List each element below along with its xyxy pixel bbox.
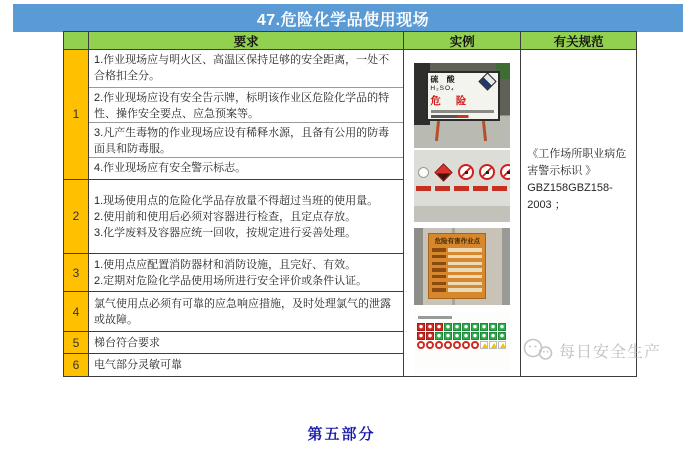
sign-tile [426,323,434,331]
chemical-name: 硫 酸 [430,75,458,84]
prohibition-sign-icon [458,164,474,180]
requirement-cell [89,180,403,255]
requirement-cell: 氯气使用点必须有可靠的应急响应措施，及时处理氯气的泄露或故障。 [89,292,403,332]
row-number: 3 [64,254,88,292]
sign-tile [417,323,425,331]
sign-label-strip [454,186,469,191]
photo-hazard-point-board [414,228,510,305]
fine-print-line [431,110,494,113]
row-number: 1 [64,50,88,180]
sign-tile [444,323,452,331]
sign-tile [480,341,488,349]
door-frame [414,228,423,305]
sign-label-strip [492,186,507,191]
footer-label: 第五部分 [307,426,376,443]
sign-legs [414,121,510,141]
sign-tile [435,332,443,340]
sign-tile [489,332,497,340]
row-number: 5 [64,332,88,354]
col-header-number [64,32,89,49]
sign-tile [453,323,461,331]
sign-tile [453,341,461,349]
hazard-board [428,233,486,299]
sign-tile [417,332,425,340]
hazard-board-title: 危险有害作业点 [434,238,481,245]
standard-column [521,50,636,376]
danger-label: 危 险 [430,95,473,107]
photo-sign-chart [414,312,510,374]
sign-tile [480,323,488,331]
chart-caption-line [418,316,452,319]
requirement-line: 1.现场使用点的危险化学品存放量不得超过当班的使用量。 [93,194,379,207]
example-column [404,50,521,376]
table-header-row [64,32,636,50]
watermark [522,336,661,364]
sign-tile [498,341,506,349]
requirements-table [63,31,637,377]
requirement-line: 2.使用前和使用后必须对容器进行检查，且定点存放。 [93,210,357,223]
sign-tile [426,341,434,349]
corrosive-diamond-icon [479,72,497,90]
sign-tile [462,323,470,331]
table-body [64,50,636,376]
sign-tile [471,323,479,331]
wechat-icon [522,336,554,364]
sign-tile [462,341,470,349]
col-header-example: 实例 [404,32,521,49]
title-bar [13,4,683,32]
sign-tile [498,323,506,331]
door-frame [502,228,510,305]
page-title: 47.危险化学品使用现场 [256,11,430,29]
footer [0,423,683,444]
sign-tile [471,341,479,349]
sign-tile [444,341,452,349]
watermark-text: 每日安全生产 [559,343,662,361]
prohibition-sign-icon [479,164,495,180]
chemical-formula: H₂SO₄ [430,85,455,92]
number-column [64,50,89,376]
requirement-line: 2.定期对危险化学品使用场所进行安全评价或条件认证。 [93,274,368,287]
sign-label-strip [435,186,450,191]
sign-tile [471,332,479,340]
round-sign-icon [418,167,429,178]
requirement-cell: 电气部分灵敏可靠 [93,359,182,372]
sign-tile [489,323,497,331]
requirement-cell [89,254,403,292]
sign-tile [453,332,461,340]
sign-tile [417,341,425,349]
requirement-cell: 3.凡产生毒物的作业现场应设有稀释水源，且备有公用的防毒面具和防毒服。 [89,123,403,158]
requirement-cell: 梯台符合要求 [89,332,403,354]
row-number: 4 [64,292,88,332]
chemical-notice-sign [426,71,500,121]
requirement-column [89,50,404,376]
flammable-sign-icon [435,163,453,181]
sign-tile [462,332,470,340]
sign-tile [480,332,488,340]
col-header-standard: 有关规范 [521,32,636,49]
requirement-line: 1.使用点应配置消防器材和消防设施，且完好、有效。 [93,258,357,271]
standard-reference: 《工作场所职业病危害警示标识 》GBZ158GBZ158-2003 ； [527,148,627,211]
prohibition-sign-icon [500,164,510,180]
row-number: 2 [64,180,88,255]
requirement-cell: 2.作业现场应设有安全告示牌，标明该作业区危险化学品的特性、操作安全要点、应急预案等。 [89,88,403,123]
row-number: 6 [64,354,88,376]
sign-tile [489,341,497,349]
sign-tile [498,332,506,340]
requirement-line: 3.化学废料及容器应统一回收，按规定进行妥善处理。 [93,226,357,239]
sign-label-strip [473,186,488,191]
requirement-cell: 1.作业现场应与明火区、高温区保持足够的安全距离，一处不合格扣全分。 [89,50,403,88]
sign-tile [435,323,443,331]
sign-tile [435,341,443,349]
sign-chart-grid [417,323,507,349]
col-header-requirement: 要求 [89,32,404,49]
sign-tile [426,332,434,340]
sign-label-strip [416,186,431,191]
photo-warning-signs-wall [414,150,510,222]
fine-print-line [431,115,477,118]
sign-tile [444,332,452,340]
requirement-cell: 4.作业现场应有安全警示标志。 [89,158,403,180]
photo-sulfuric-acid-sign [414,63,510,148]
